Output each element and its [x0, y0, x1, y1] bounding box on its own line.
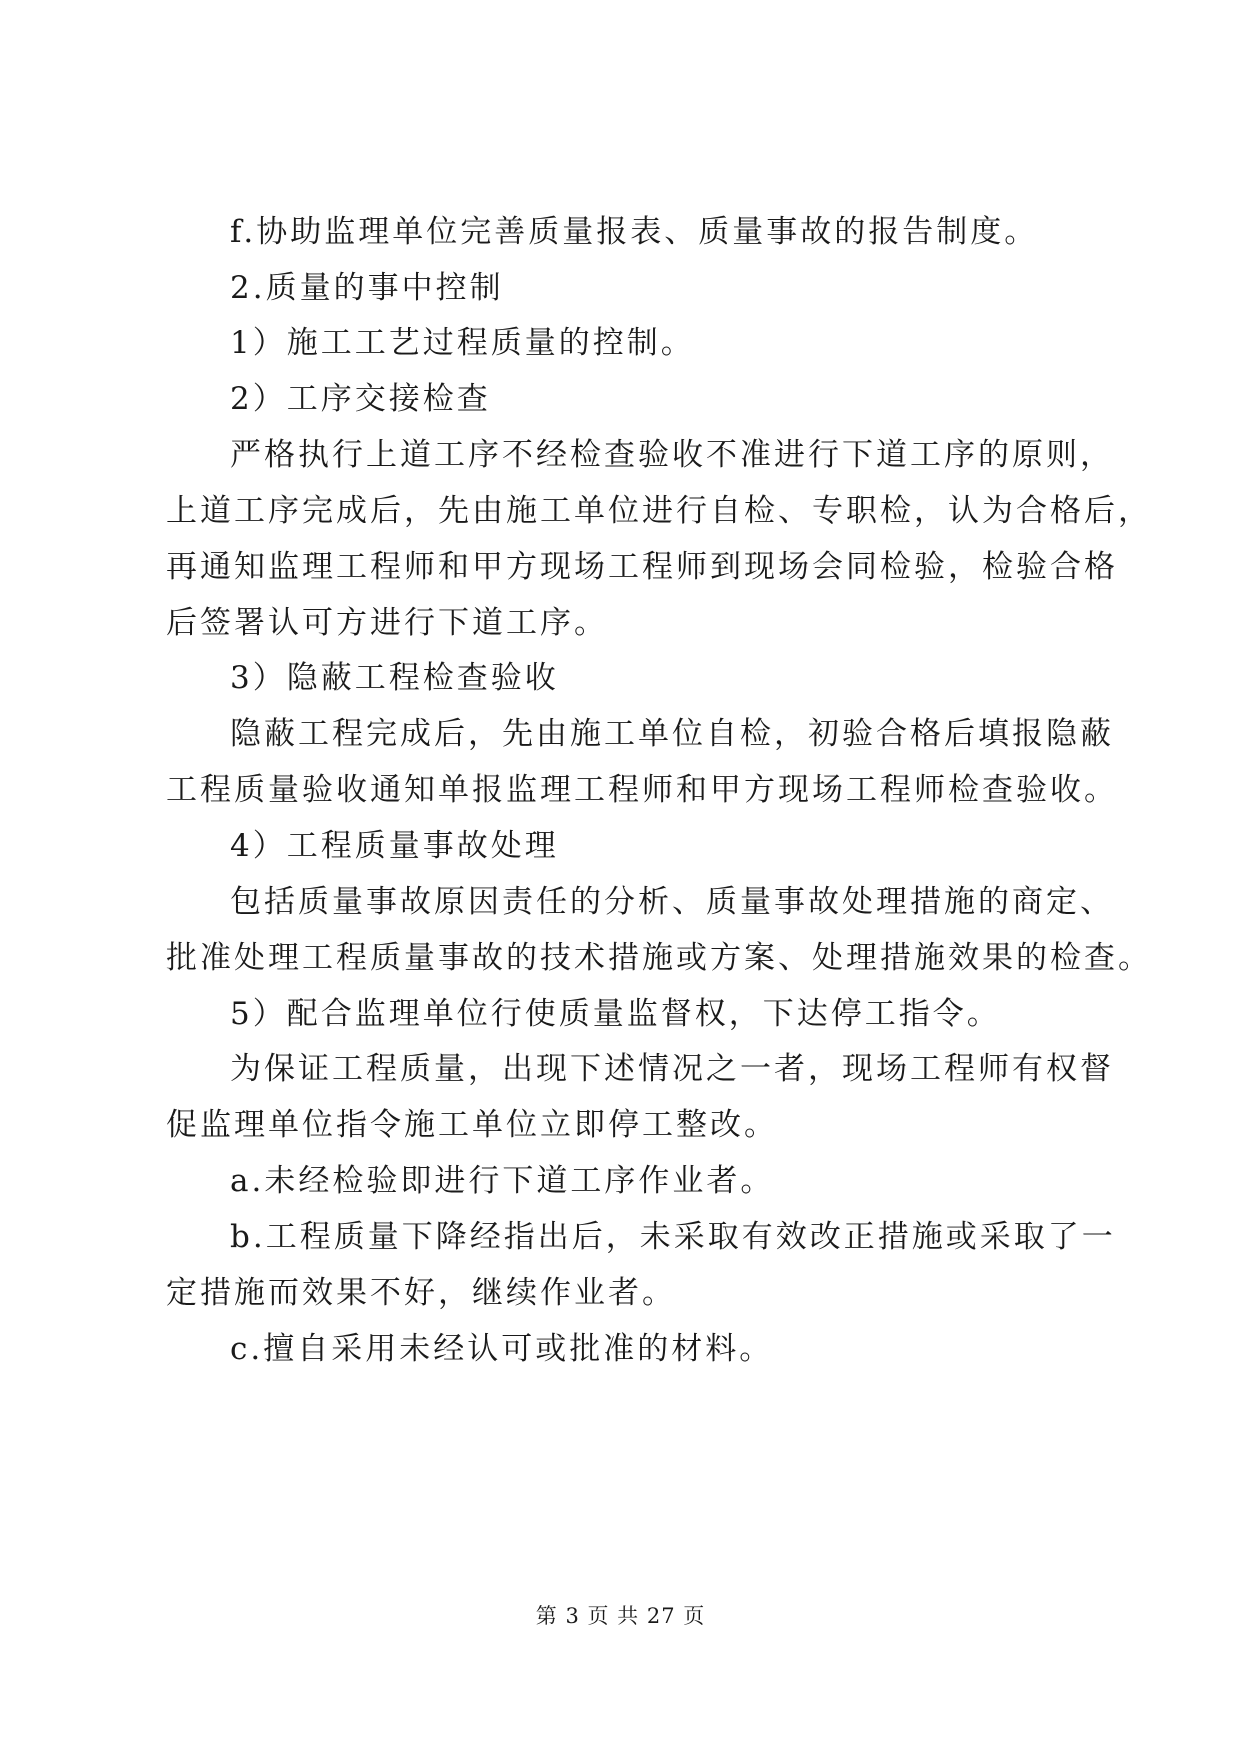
text-line: 批准处理工程质量事故的技术措施或方案、处理措施效果的检查。 [166, 940, 1152, 976]
text-line: 严格执行上道工序不经检查验收不准进行下道工序的原则， [230, 437, 1114, 473]
text-line: 为保证工程质量，出现下述情况之一者，现场工程师有权督 [230, 1051, 1114, 1087]
subsection-heading: 4）工程质量事故处理 [230, 828, 559, 864]
list-item: b.工程质量下降经指出后，未采取有效改正措施或采取了一 [230, 1219, 1116, 1255]
text-line: 定措施而效果不好，继续作业者。 [166, 1275, 676, 1311]
text-line: 再通知监理工程师和甲方现场工程师到现场会同检验，检验合格 [166, 549, 1118, 585]
text-line: 上道工序完成后，先由施工单位进行自检、专职检，认为合格后， [166, 493, 1152, 529]
text-line: 包括质量事故原因责任的分析、质量事故处理措施的商定、 [230, 884, 1114, 920]
page-number-footer: 第 3 页 共 27 页 [535, 1604, 706, 1628]
section-heading: 2.质量的事中控制 [230, 270, 504, 306]
text-line: f.协助监理单位完善质量报表、质量事故的报告制度。 [230, 214, 1039, 250]
text-line: 促监理单位指令施工单位立即停工整改。 [166, 1107, 778, 1143]
subsection-heading: 1）施工工艺过程质量的控制。 [230, 325, 695, 361]
list-item: a.未经检验即进行下道工序作业者。 [230, 1163, 775, 1199]
text-line: 隐蔽工程完成后，先由施工单位自检，初验合格后填报隐蔽 [230, 716, 1114, 752]
text-line: 工程质量验收通知单报监理工程师和甲方现场工程师检查验收。 [166, 772, 1118, 808]
subsection-heading: 2）工序交接检查 [230, 381, 491, 417]
list-item: c.擅自采用未经认可或批准的材料。 [230, 1331, 774, 1367]
text-line: 后签署认可方进行下道工序。 [166, 605, 608, 641]
subsection-heading: 3）隐蔽工程检查验收 [230, 660, 559, 696]
subsection-heading: 5）配合监理单位行使质量监督权，下达停工指令。 [230, 996, 1001, 1032]
